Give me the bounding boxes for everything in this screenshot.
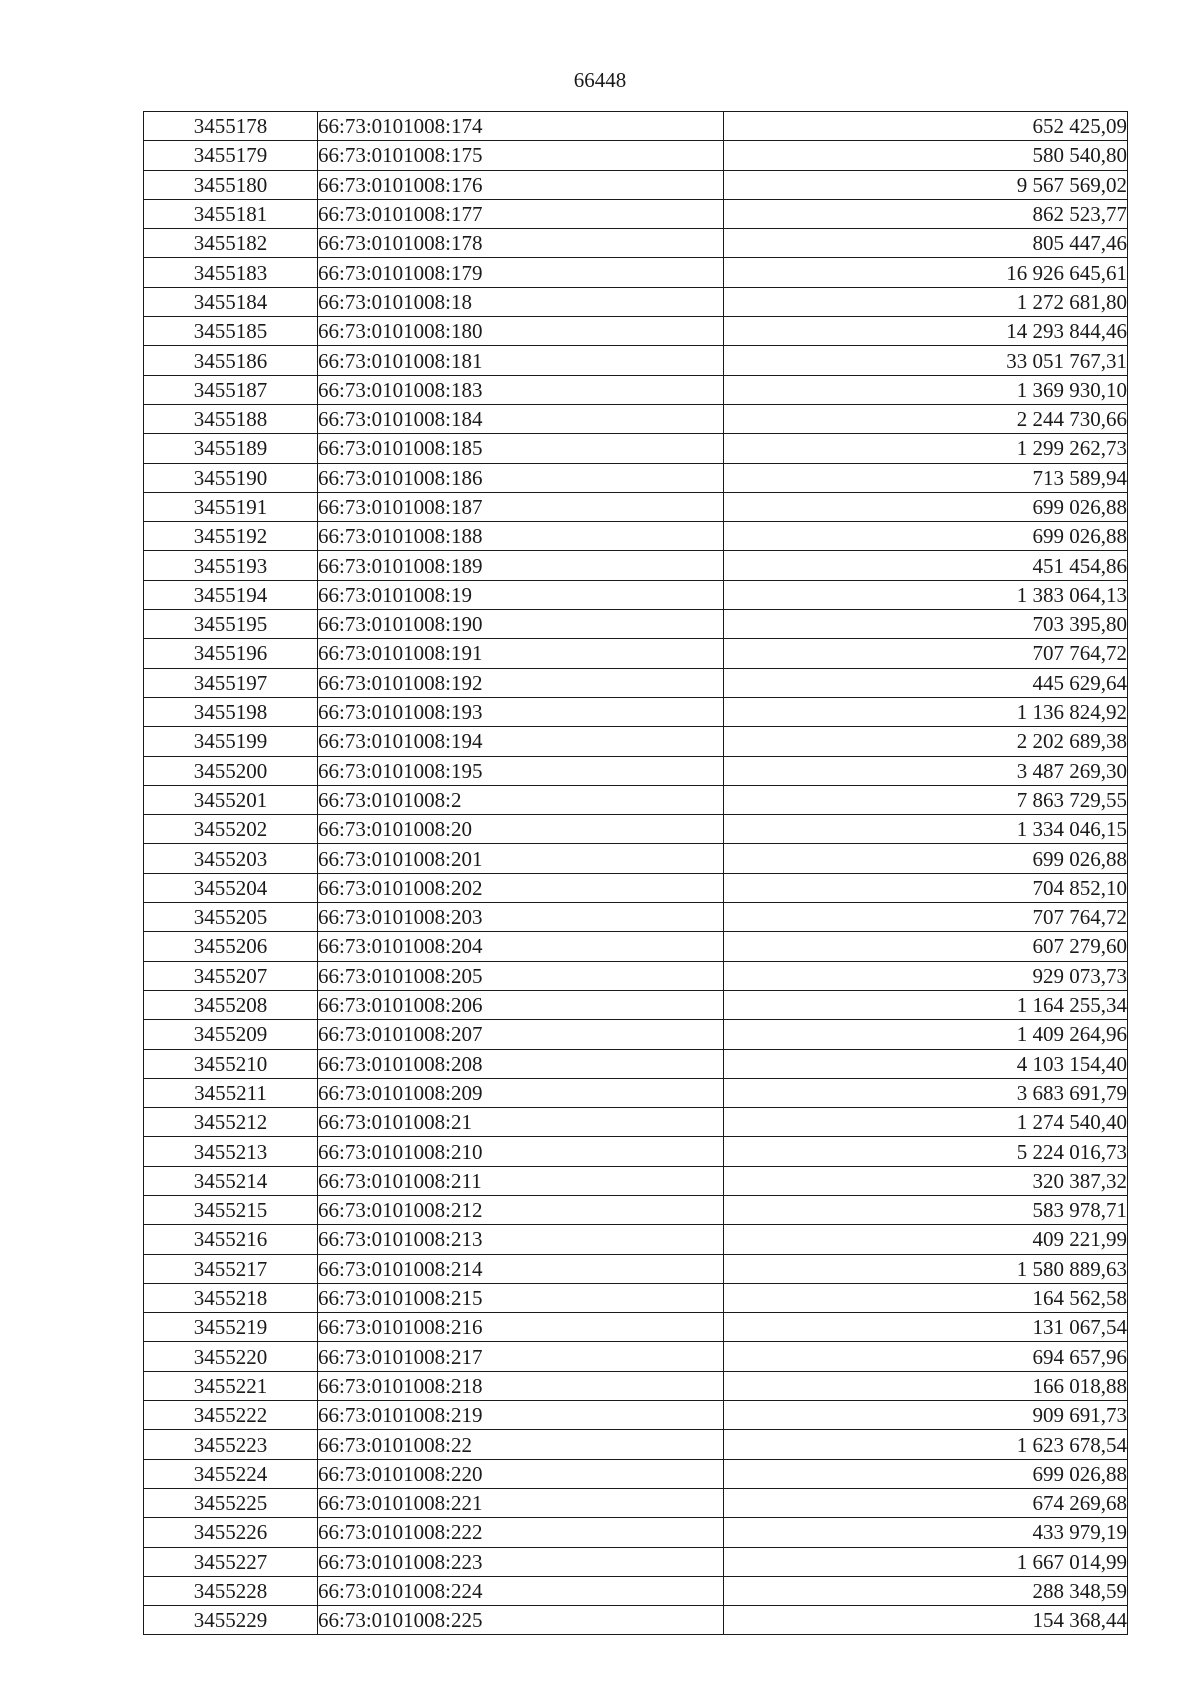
cadastral-value-cell: 4 103 154,40 bbox=[724, 1049, 1128, 1078]
cadastral-number-cell: 66:73:0101008:193 bbox=[318, 697, 724, 726]
row-id-cell: 3455213 bbox=[144, 1137, 318, 1166]
table-row bbox=[144, 287, 1128, 316]
cadastral-value-cell: 699 026,88 bbox=[724, 1459, 1128, 1488]
cadastral-value-cell: 862 523,77 bbox=[724, 199, 1128, 228]
table-row bbox=[144, 1166, 1128, 1195]
cadastral-value-table bbox=[143, 111, 1128, 1635]
table-row bbox=[144, 229, 1128, 258]
table-row bbox=[144, 199, 1128, 228]
cadastral-number-cell: 66:73:0101008:203 bbox=[318, 903, 724, 932]
cadastral-value-cell: 409 221,99 bbox=[724, 1225, 1128, 1254]
row-id-cell: 3455184 bbox=[144, 287, 318, 316]
cadastral-number-cell: 66:73:0101008:208 bbox=[318, 1049, 724, 1078]
cadastral-value-cell: 580 540,80 bbox=[724, 141, 1128, 170]
table-row bbox=[144, 1430, 1128, 1459]
table-row bbox=[144, 1020, 1128, 1049]
row-id-cell: 3455196 bbox=[144, 639, 318, 668]
cadastral-value-cell: 1 334 046,15 bbox=[724, 815, 1128, 844]
cadastral-value-cell: 451 454,86 bbox=[724, 551, 1128, 580]
page-number: 66448 bbox=[573, 68, 627, 92]
cadastral-number-cell: 66:73:0101008:183 bbox=[318, 375, 724, 404]
cadastral-value-cell: 713 589,94 bbox=[724, 463, 1128, 492]
cadastral-number-cell: 66:73:0101008:213 bbox=[318, 1225, 724, 1254]
row-id-cell: 3455200 bbox=[144, 756, 318, 785]
row-id-cell: 3455195 bbox=[144, 610, 318, 639]
table-body bbox=[144, 112, 1128, 1635]
row-id-cell: 3455225 bbox=[144, 1488, 318, 1517]
cadastral-number-cell: 66:73:0101008:175 bbox=[318, 141, 724, 170]
cadastral-value-cell: 607 279,60 bbox=[724, 932, 1128, 961]
cadastral-value-cell: 1 383 064,13 bbox=[724, 580, 1128, 609]
cadastral-number-cell: 66:73:0101008:187 bbox=[318, 492, 724, 521]
cadastral-value-cell: 703 395,80 bbox=[724, 610, 1128, 639]
cadastral-value-cell: 674 269,68 bbox=[724, 1488, 1128, 1517]
cadastral-value-cell: 288 348,59 bbox=[724, 1576, 1128, 1605]
row-id-cell: 3455222 bbox=[144, 1401, 318, 1430]
table-row bbox=[144, 1195, 1128, 1224]
cadastral-number-cell: 66:73:0101008:210 bbox=[318, 1137, 724, 1166]
cadastral-value-cell: 166 018,88 bbox=[724, 1371, 1128, 1400]
cadastral-value-cell: 7 863 729,55 bbox=[724, 785, 1128, 814]
cadastral-value-cell: 1 136 824,92 bbox=[724, 697, 1128, 726]
table-row bbox=[144, 844, 1128, 873]
cadastral-value-cell: 583 978,71 bbox=[724, 1195, 1128, 1224]
table-row bbox=[144, 756, 1128, 785]
table-row bbox=[144, 668, 1128, 697]
row-id-cell: 3455185 bbox=[144, 317, 318, 346]
row-id-cell: 3455182 bbox=[144, 229, 318, 258]
row-id-cell: 3455211 bbox=[144, 1078, 318, 1107]
cadastral-value-cell: 2 202 689,38 bbox=[724, 727, 1128, 756]
table-row bbox=[144, 873, 1128, 902]
cadastral-number-cell: 66:73:0101008:177 bbox=[318, 199, 724, 228]
row-id-cell: 3455214 bbox=[144, 1166, 318, 1195]
cadastral-value-cell: 164 562,58 bbox=[724, 1283, 1128, 1312]
cadastral-value-cell: 909 691,73 bbox=[724, 1401, 1128, 1430]
cadastral-value-cell: 320 387,32 bbox=[724, 1166, 1128, 1195]
row-id-cell: 3455227 bbox=[144, 1547, 318, 1576]
cadastral-number-cell: 66:73:0101008:184 bbox=[318, 404, 724, 433]
table-row bbox=[144, 932, 1128, 961]
cadastral-number-cell: 66:73:0101008:224 bbox=[318, 1576, 724, 1605]
cadastral-number-cell: 66:73:0101008:188 bbox=[318, 522, 724, 551]
row-id-cell: 3455190 bbox=[144, 463, 318, 492]
cadastral-number-cell: 66:73:0101008:212 bbox=[318, 1195, 724, 1224]
table-row bbox=[144, 258, 1128, 287]
cadastral-value-cell: 1 272 681,80 bbox=[724, 287, 1128, 316]
cadastral-value-cell: 433 979,19 bbox=[724, 1518, 1128, 1547]
cadastral-number-cell: 66:73:0101008:22 bbox=[318, 1430, 724, 1459]
table-row bbox=[144, 346, 1128, 375]
cadastral-value-cell: 33 051 767,31 bbox=[724, 346, 1128, 375]
cadastral-value-cell: 699 026,88 bbox=[724, 492, 1128, 521]
cadastral-number-cell: 66:73:0101008:186 bbox=[318, 463, 724, 492]
row-id-cell: 3455226 bbox=[144, 1518, 318, 1547]
cadastral-number-cell: 66:73:0101008:206 bbox=[318, 990, 724, 1019]
cadastral-number-cell: 66:73:0101008:215 bbox=[318, 1283, 724, 1312]
row-id-cell: 3455194 bbox=[144, 580, 318, 609]
row-id-cell: 3455192 bbox=[144, 522, 318, 551]
cadastral-value-cell: 9 567 569,02 bbox=[724, 170, 1128, 199]
cadastral-value-cell: 707 764,72 bbox=[724, 639, 1128, 668]
table-row bbox=[144, 1137, 1128, 1166]
table-row bbox=[144, 1225, 1128, 1254]
row-id-cell: 3455210 bbox=[144, 1049, 318, 1078]
row-id-cell: 3455198 bbox=[144, 697, 318, 726]
row-id-cell: 3455191 bbox=[144, 492, 318, 521]
table-row bbox=[144, 815, 1128, 844]
cadastral-number-cell: 66:73:0101008:222 bbox=[318, 1518, 724, 1547]
table-row bbox=[144, 170, 1128, 199]
table-row bbox=[144, 903, 1128, 932]
cadastral-value-cell: 1 274 540,40 bbox=[724, 1108, 1128, 1137]
cadastral-value-cell: 2 244 730,66 bbox=[724, 404, 1128, 433]
cadastral-number-cell: 66:73:0101008:214 bbox=[318, 1254, 724, 1283]
table-row bbox=[144, 492, 1128, 521]
table-row bbox=[144, 1488, 1128, 1517]
table-row bbox=[144, 697, 1128, 726]
row-id-cell: 3455189 bbox=[144, 434, 318, 463]
table-row bbox=[144, 727, 1128, 756]
cadastral-number-cell: 66:73:0101008:191 bbox=[318, 639, 724, 668]
row-id-cell: 3455223 bbox=[144, 1430, 318, 1459]
row-id-cell: 3455187 bbox=[144, 375, 318, 404]
row-id-cell: 3455229 bbox=[144, 1606, 318, 1635]
cadastral-number-cell: 66:73:0101008:18 bbox=[318, 287, 724, 316]
cadastral-value-cell: 1 580 889,63 bbox=[724, 1254, 1128, 1283]
table-row bbox=[144, 317, 1128, 346]
cadastral-number-cell: 66:73:0101008:20 bbox=[318, 815, 724, 844]
cadastral-number-cell: 66:73:0101008:2 bbox=[318, 785, 724, 814]
table-row bbox=[144, 1049, 1128, 1078]
table-row bbox=[144, 1371, 1128, 1400]
row-id-cell: 3455216 bbox=[144, 1225, 318, 1254]
table-row bbox=[144, 785, 1128, 814]
row-id-cell: 3455224 bbox=[144, 1459, 318, 1488]
table-row bbox=[144, 610, 1128, 639]
cadastral-number-cell: 66:73:0101008:19 bbox=[318, 580, 724, 609]
row-id-cell: 3455193 bbox=[144, 551, 318, 580]
cadastral-number-cell: 66:73:0101008:225 bbox=[318, 1606, 724, 1635]
row-id-cell: 3455228 bbox=[144, 1576, 318, 1605]
row-id-cell: 3455215 bbox=[144, 1195, 318, 1224]
cadastral-number-cell: 66:73:0101008:209 bbox=[318, 1078, 724, 1107]
row-id-cell: 3455212 bbox=[144, 1108, 318, 1137]
row-id-cell: 3455201 bbox=[144, 785, 318, 814]
cadastral-value-cell: 3 683 691,79 bbox=[724, 1078, 1128, 1107]
cadastral-number-cell: 66:73:0101008:178 bbox=[318, 229, 724, 258]
cadastral-value-cell: 1 667 014,99 bbox=[724, 1547, 1128, 1576]
row-id-cell: 3455209 bbox=[144, 1020, 318, 1049]
cadastral-number-cell: 66:73:0101008:211 bbox=[318, 1166, 724, 1195]
table-row bbox=[144, 961, 1128, 990]
cadastral-number-cell: 66:73:0101008:189 bbox=[318, 551, 724, 580]
cadastral-number-cell: 66:73:0101008:21 bbox=[318, 1108, 724, 1137]
row-id-cell: 3455202 bbox=[144, 815, 318, 844]
cadastral-value-cell: 154 368,44 bbox=[724, 1606, 1128, 1635]
cadastral-value-cell: 1 623 678,54 bbox=[724, 1430, 1128, 1459]
table-row bbox=[144, 112, 1128, 141]
table-row bbox=[144, 1078, 1128, 1107]
cadastral-number-cell: 66:73:0101008:179 bbox=[318, 258, 724, 287]
table-row bbox=[144, 1576, 1128, 1605]
cadastral-value-cell: 5 224 016,73 bbox=[724, 1137, 1128, 1166]
table-row bbox=[144, 1283, 1128, 1312]
row-id-cell: 3455220 bbox=[144, 1342, 318, 1371]
row-id-cell: 3455178 bbox=[144, 112, 318, 141]
row-id-cell: 3455188 bbox=[144, 404, 318, 433]
row-id-cell: 3455217 bbox=[144, 1254, 318, 1283]
table-row bbox=[144, 522, 1128, 551]
cadastral-value-cell: 445 629,64 bbox=[724, 668, 1128, 697]
cadastral-value-cell: 704 852,10 bbox=[724, 873, 1128, 902]
row-id-cell: 3455197 bbox=[144, 668, 318, 697]
cadastral-number-cell: 66:73:0101008:194 bbox=[318, 727, 724, 756]
table-row bbox=[144, 1313, 1128, 1342]
cadastral-value-cell: 929 073,73 bbox=[724, 961, 1128, 990]
table-row bbox=[144, 639, 1128, 668]
row-id-cell: 3455208 bbox=[144, 990, 318, 1019]
cadastral-value-cell: 707 764,72 bbox=[724, 903, 1128, 932]
cadastral-number-cell: 66:73:0101008:176 bbox=[318, 170, 724, 199]
cadastral-number-cell: 66:73:0101008:223 bbox=[318, 1547, 724, 1576]
table-row bbox=[144, 1518, 1128, 1547]
table-row bbox=[144, 1547, 1128, 1576]
table-row bbox=[144, 1606, 1128, 1635]
cadastral-value-cell: 16 926 645,61 bbox=[724, 258, 1128, 287]
table-row bbox=[144, 434, 1128, 463]
cadastral-number-cell: 66:73:0101008:205 bbox=[318, 961, 724, 990]
cadastral-value-cell: 652 425,09 bbox=[724, 112, 1128, 141]
row-id-cell: 3455205 bbox=[144, 903, 318, 932]
row-id-cell: 3455183 bbox=[144, 258, 318, 287]
table-row bbox=[144, 551, 1128, 580]
cadastral-number-cell: 66:73:0101008:218 bbox=[318, 1371, 724, 1400]
cadastral-number-cell: 66:73:0101008:181 bbox=[318, 346, 724, 375]
table-row bbox=[144, 580, 1128, 609]
row-id-cell: 3455203 bbox=[144, 844, 318, 873]
cadastral-number-cell: 66:73:0101008:207 bbox=[318, 1020, 724, 1049]
cadastral-number-cell: 66:73:0101008:180 bbox=[318, 317, 724, 346]
cadastral-value-cell: 1 369 930,10 bbox=[724, 375, 1128, 404]
cadastral-number-cell: 66:73:0101008:221 bbox=[318, 1488, 724, 1517]
table-row bbox=[144, 1108, 1128, 1137]
cadastral-number-cell: 66:73:0101008:195 bbox=[318, 756, 724, 785]
table-row bbox=[144, 375, 1128, 404]
cadastral-number-cell: 66:73:0101008:190 bbox=[318, 610, 724, 639]
cadastral-number-cell: 66:73:0101008:219 bbox=[318, 1401, 724, 1430]
cadastral-value-cell: 14 293 844,46 bbox=[724, 317, 1128, 346]
table-row bbox=[144, 141, 1128, 170]
row-id-cell: 3455180 bbox=[144, 170, 318, 199]
cadastral-number-cell: 66:73:0101008:201 bbox=[318, 844, 724, 873]
row-id-cell: 3455221 bbox=[144, 1371, 318, 1400]
table-row bbox=[144, 463, 1128, 492]
cadastral-number-cell: 66:73:0101008:220 bbox=[318, 1459, 724, 1488]
cadastral-value-cell: 699 026,88 bbox=[724, 522, 1128, 551]
row-id-cell: 3455179 bbox=[144, 141, 318, 170]
row-id-cell: 3455181 bbox=[144, 199, 318, 228]
cadastral-value-cell: 805 447,46 bbox=[724, 229, 1128, 258]
cadastral-value-cell: 1 299 262,73 bbox=[724, 434, 1128, 463]
row-id-cell: 3455204 bbox=[144, 873, 318, 902]
cadastral-number-cell: 66:73:0101008:174 bbox=[318, 112, 724, 141]
row-id-cell: 3455199 bbox=[144, 727, 318, 756]
cadastral-value-cell: 1 409 264,96 bbox=[724, 1020, 1128, 1049]
table-row bbox=[144, 990, 1128, 1019]
cadastral-number-cell: 66:73:0101008:185 bbox=[318, 434, 724, 463]
table-row bbox=[144, 1459, 1128, 1488]
row-id-cell: 3455219 bbox=[144, 1313, 318, 1342]
cadastral-number-cell: 66:73:0101008:202 bbox=[318, 873, 724, 902]
cadastral-number-cell: 66:73:0101008:216 bbox=[318, 1313, 724, 1342]
row-id-cell: 3455206 bbox=[144, 932, 318, 961]
cadastral-value-cell: 1 164 255,34 bbox=[724, 990, 1128, 1019]
table-row bbox=[144, 1342, 1128, 1371]
cadastral-number-cell: 66:73:0101008:204 bbox=[318, 932, 724, 961]
cadastral-value-cell: 3 487 269,30 bbox=[724, 756, 1128, 785]
cadastral-number-cell: 66:73:0101008:217 bbox=[318, 1342, 724, 1371]
cadastral-value-cell: 699 026,88 bbox=[724, 844, 1128, 873]
cadastral-value-cell: 131 067,54 bbox=[724, 1313, 1128, 1342]
table-row bbox=[144, 1254, 1128, 1283]
cadastral-value-cell: 694 657,96 bbox=[724, 1342, 1128, 1371]
table-row bbox=[144, 1401, 1128, 1430]
cadastral-number-cell: 66:73:0101008:192 bbox=[318, 668, 724, 697]
table-row bbox=[144, 404, 1128, 433]
row-id-cell: 3455186 bbox=[144, 346, 318, 375]
row-id-cell: 3455218 bbox=[144, 1283, 318, 1312]
row-id-cell: 3455207 bbox=[144, 961, 318, 990]
